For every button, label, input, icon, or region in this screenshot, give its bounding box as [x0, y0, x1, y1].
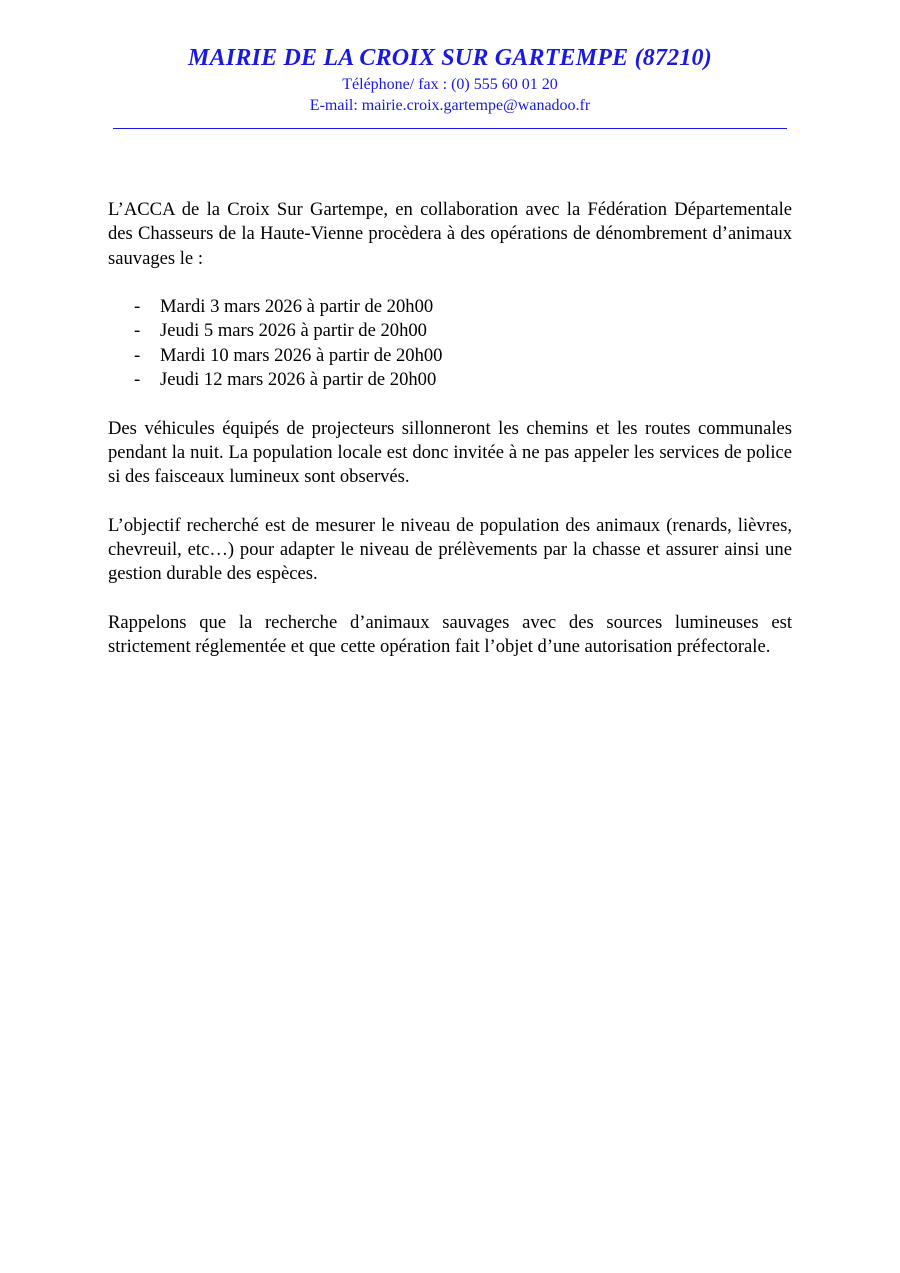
list-item: [108, 344, 792, 368]
date-text: Mardi 10 mars 2026 à partir de 20h00: [160, 344, 443, 366]
list-item: [108, 368, 792, 392]
date-text: Jeudi 5 mars 2026 à partir de 20h00: [160, 320, 427, 342]
dash-bullet: -: [134, 344, 141, 366]
date-text: Jeudi 12 mars 2026 à partir de 20h00: [160, 369, 437, 391]
list-item: [108, 295, 792, 319]
vehicles-paragraph: Des véhicules équipés de projecteurs sillonneront les chemins et les routes communales pendant la nuit. La population locale est donc invitée à ne pas appeler les services de police si des faisceaux lumineux sont observés.: [108, 417, 792, 488]
dates-list: [108, 295, 792, 392]
phone-fax-line: Téléphone/ fax : (0) 555 60 01 20: [342, 76, 558, 93]
email-line: E-mail: mairie.croix.gartempe@wanadoo.fr: [309, 97, 591, 114]
objective-paragraph: L’objectif recherché est de mesurer le niveau de population des animaux (renards, lièvres, chevreuil, etc…) pour adapter le niveau de prélèvements par la chasse et assurer ainsi une gestion durable des espèces.: [108, 514, 792, 585]
dash-bullet: -: [134, 296, 141, 318]
header-divider: [113, 128, 787, 129]
letterhead: [0, 42, 900, 116]
town-hall-title: MAIRIE DE LA CROIX SUR GARTEMPE (87210): [188, 45, 712, 71]
reminder-paragraph: Rappelons que la recherche d’animaux sauvages avec des sources lumineuses est strictement réglementée et que cette opération fait l’objet d’une autorisation préfectorale.: [108, 612, 792, 658]
dash-bullet: -: [134, 320, 141, 342]
list-item: [108, 319, 792, 343]
intro-paragraph: L’ACCA de la Croix Sur Gartempe, en collaboration avec la Fédération Départementale des Chasseurs de la Haute-Vienne procèdera à des opérations de dénombrement d’animaux sauvages le :: [108, 199, 792, 269]
date-text: Mardi 3 mars 2026 à partir de 20h00: [160, 296, 434, 318]
dash-bullet: -: [134, 369, 141, 391]
notice-body: [108, 198, 792, 684]
